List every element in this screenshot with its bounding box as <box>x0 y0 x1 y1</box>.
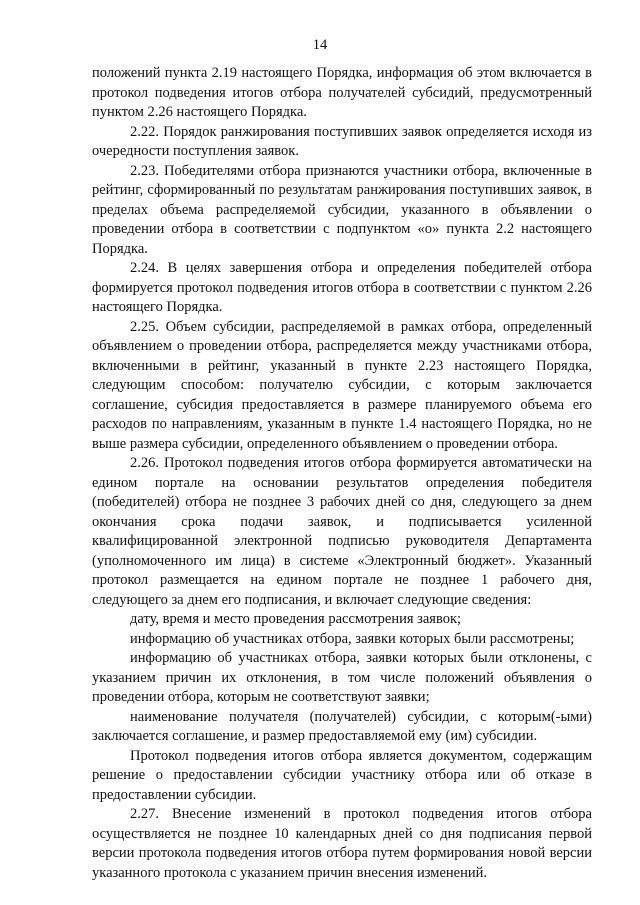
paragraph: 2.26. Протокол подведения итогов отбора формируется автоматически на едином портале на основании результатов определения победителя (победителей) отбора не позднее 3 рабочих дней со дня, следующего за днем окончания срока подачи заявок, и подписывается усиленной квалифицированной электронной подписью руководителя Департамента (уполномоченного им лица) в системе «Электронный бюджет». Указанный протокол размещается на едином портале не позднее 1 рабочего дня, следующего за днем его подписания, и включает следующие сведения: <box>92 455 592 608</box>
paragraph: 2.24. В целях завершения отбора и определения победителей отбора формируется протокол подведения итогов отбора в соответствии с пунктом 2.26 настоящего Порядка. <box>92 260 592 315</box>
paragraph: дату, время и место проведения рассмотрения заявок; <box>130 611 462 627</box>
paragraph: 2.22. Порядок ранжирования поступивших заявок определяется исходя из очередности поступления заявок. <box>92 123 592 159</box>
paragraph: 2.23. Победителями отбора признаются участники отбора, включенные в рейтинг, сформированный по результатам ранжирования поступивших заявок, в пределах объема распределяемой субсидии, указанного в объявлении о проведении отбора в соответствии с подпунктом «о» пункта 2.2 настоящего Порядка. <box>92 162 592 257</box>
paragraph: информацию об участниках отбора, заявки которых были отклонены, с указанием причин их отклонения, в том числе положений объявления о проведении отбора, которым не соответствуют заявки; <box>92 650 592 705</box>
paragraph: наименование получателя (получателей) субсидии, с которым(-ыми) заключается соглашение, и размер предоставляемой ему (им) субсидии. <box>92 708 592 744</box>
paragraph: Протокол подведения итогов отбора является документом, содержащим решение о предоставлении субсидии участнику отбора или об отказе в предоставлении субсидии. <box>92 747 592 803</box>
paragraph: 2.25. Объем субсидии, распределяемой в рамках отбора, определенный объявлением о проведении отбора, распределяется между участниками отбора, включенными в рейтинг, указанный в пункте 2.23 настоящего Порядка, следующим способом: получателю субсидии, с которым заключается соглашение, субсидия предоставляется в размере планируемого объема его расходов по направлениям, указанным в пункте 1.4 настоящего Порядка, но не выше размера субсидии, определенного объявлением о проведении отбора. <box>92 318 592 452</box>
paragraph: информацию об участниках отбора, заявки которых были рассмотрены; <box>130 630 575 647</box>
paragraph: положений пункта 2.19 настоящего Порядка, информация об этом включается в протокол подведения итогов отбора получателей субсидий, предусмотренный пунктом 2.26 настоящего Порядка. <box>92 65 592 120</box>
page-number: 14 <box>312 37 328 53</box>
document-body <box>92 64 592 883</box>
paragraph: 2.27. Внесение изменений в протокол подведения итогов отбора осуществляется не позднее 10 календарных дней со дня подписания первой версии протокола подведения итогов отбора путем формирования новой версии указанного протокола с указанием причин внесения изменений. <box>92 806 592 881</box>
